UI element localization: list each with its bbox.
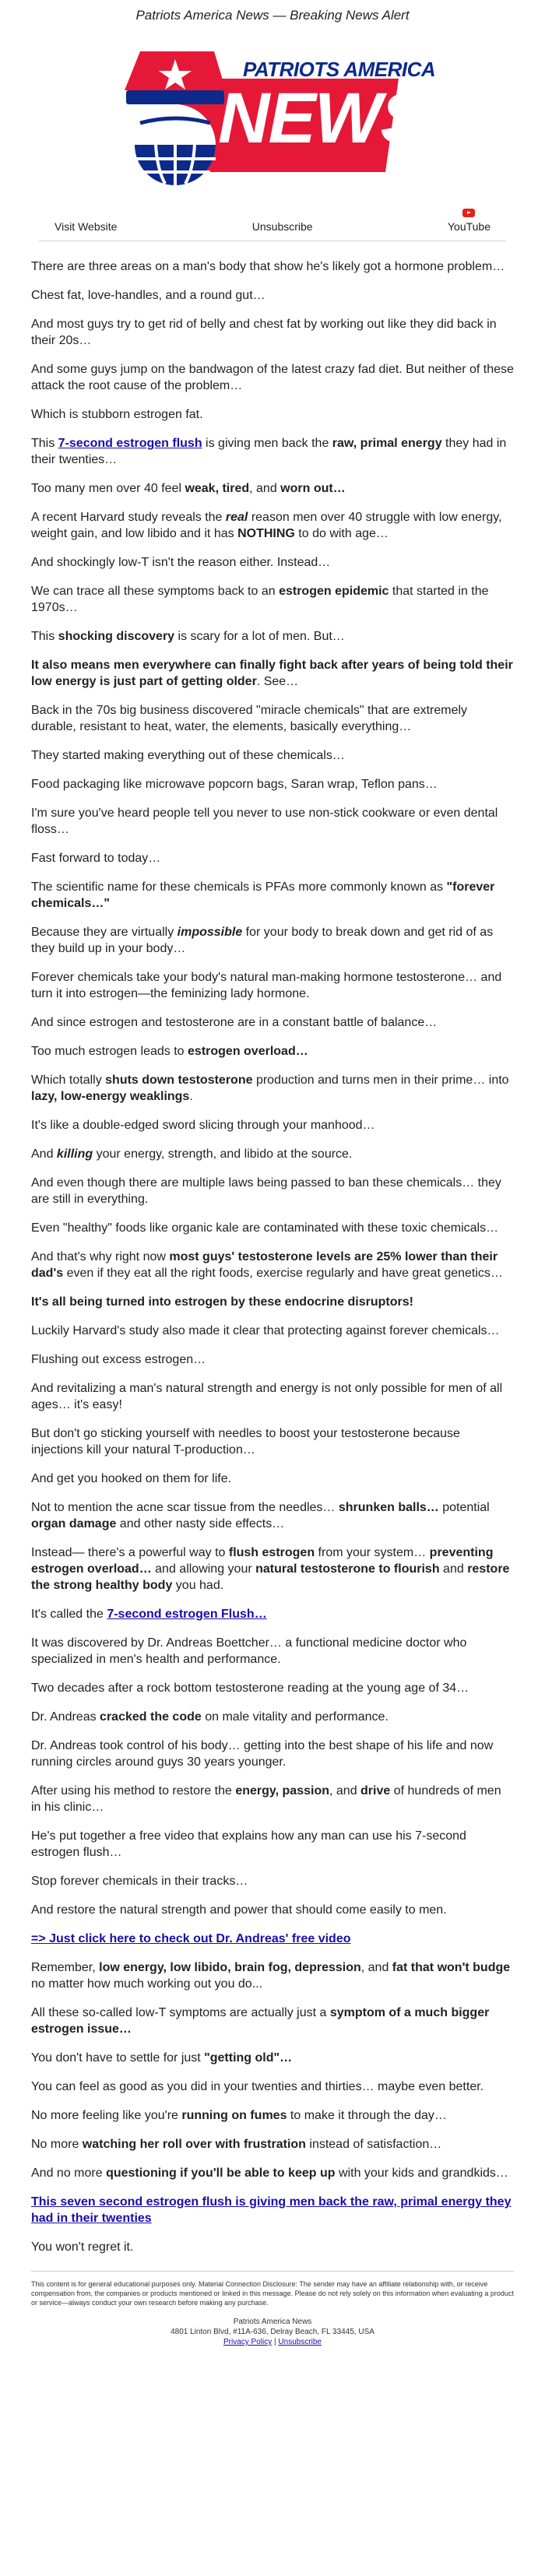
bold-text: most guys' testosterone levels are 25% lower than their dad's	[31, 1250, 498, 1280]
bold-text: symptom of a much bigger estrogen issue…	[31, 2006, 490, 2036]
estrogen-flush-link[interactable]: 7-second estrogen flush	[58, 437, 202, 450]
paragraph	[31, 1545, 514, 1594]
footer-address-block	[31, 2317, 514, 2347]
text: .	[189, 1090, 193, 1103]
paragraph	[31, 1294, 514, 1310]
privacy-policy-link[interactable]: Privacy Policy	[223, 2338, 272, 2346]
separator: |	[272, 2338, 279, 2346]
bold-text: energy, passion	[235, 1784, 329, 1798]
text: potential	[438, 1501, 490, 1514]
text: your energy, strength, and libido at the source.	[93, 1147, 353, 1161]
footer	[31, 2271, 514, 2347]
text: , and	[360, 1961, 392, 1974]
paragraph: Stop forever chemicals in their tracks…	[31, 1875, 248, 1888]
paragraph: And since estrogen and testosterone are in a constant battle of balance…	[31, 1016, 438, 1029]
text: And that's why right now	[31, 1250, 170, 1263]
paragraph	[31, 879, 514, 912]
paragraph: I'm sure you've heard people tell you never to use non-stick cookware or even dental floss…	[31, 807, 498, 836]
email-container	[23, 0, 522, 2347]
text: and	[439, 1562, 468, 1576]
paragraph: And some guys jump on the bandwagon of the latest crazy fad diet. But neither of these attack the root cause of the problem…	[31, 363, 514, 392]
bold-italic-text: killing	[56, 1147, 93, 1161]
unsubscribe-link[interactable]: Unsubscribe	[251, 220, 313, 233]
text: is giving men back the	[202, 437, 332, 450]
paragraph: Two decades after a rock bottom testosterone reading at the young age of 34…	[31, 1682, 469, 1695]
bold-text: cracked the code	[100, 1710, 202, 1724]
bold-text: shrunken balls…	[338, 1501, 439, 1514]
paragraph	[31, 435, 514, 468]
text: A recent Harvard study reveals the	[31, 511, 226, 524]
bold-text: shuts down testosterone	[105, 1074, 253, 1087]
text: instead of satisfaction…	[305, 2138, 442, 2151]
text: and other nasty side effects…	[116, 1517, 285, 1530]
bold-text: It's all being turned into estrogen by these endocrine disruptors!	[31, 1295, 413, 1309]
paragraph	[31, 1959, 514, 1992]
paragraph: And revitalizing a man's natural strength and energy is not only possible for men of all ages… it's easy!	[31, 1382, 503, 1411]
bold-italic-text: real	[225, 511, 248, 524]
paragraph: Luckily Harvard's study also made it clear that protecting against forever chemicals…	[31, 1324, 500, 1337]
paragraph: It's like a double-edged sword slicing through your manhood…	[31, 1119, 375, 1132]
paragraph: Back in the 70s big business discovered "miracle chemicals" that are extremely durable, resistant to heat, water, the elements, basically everything…	[31, 704, 468, 733]
alert-title: Patriots America News — Breaking News Alert	[135, 8, 410, 23]
text: reason men over 40 struggle with low energy, weight gain, and low libido and it has	[31, 511, 502, 540]
bold-text: watching her roll over with frustration	[82, 2138, 306, 2151]
paragraph	[31, 1499, 514, 1532]
paragraph: They started making everything out of these chemicals…	[31, 749, 345, 762]
bold-text: estrogen epidemic	[279, 585, 389, 598]
paragraph	[31, 1931, 514, 1947]
text: , and	[329, 1784, 361, 1798]
text: All these so-called low-T symptoms are actually just a	[31, 2006, 330, 2019]
paragraph	[31, 657, 514, 690]
text: to make it through the day…	[287, 2109, 447, 2122]
text: from your system…	[315, 1546, 430, 1559]
company-address: 4801 Linton Blvd, #11A-636, Delray Beach, FL 33445, USA	[171, 2328, 374, 2336]
bold-text: It also means men everywhere can finally fight back after years of being told their low energy is just part of getting older	[31, 659, 513, 688]
text: No more	[31, 2138, 83, 2151]
bold-text: natural testosterone to flourish	[255, 1562, 440, 1576]
text: And no more	[31, 2167, 107, 2180]
text: Which totally	[31, 1074, 106, 1087]
text: no matter how much working out you do...	[31, 1977, 263, 1991]
paragraph: Forever chemicals take your body's natural man-making hormone testosterone… and turn it into estrogen—the feminizing lady hormone.	[31, 971, 502, 1000]
paragraph	[31, 2050, 514, 2066]
paragraph: And shockingly low-T isn't the reason either. Instead…	[31, 556, 331, 569]
paragraph: And even though there are multiple laws being passed to ban these chemicals… they are still in everything.	[31, 1176, 501, 1206]
paragraph	[31, 509, 514, 542]
brand-name-top: PATRIOTS AMERICA	[243, 58, 436, 81]
bold-text: "getting old"…	[204, 2051, 293, 2065]
bold-text: weak, tired	[185, 482, 250, 495]
text: they had in their twenties…	[31, 437, 507, 466]
text: Because they are virtually	[31, 926, 178, 939]
brand-name-main: NEWS	[218, 79, 427, 158]
paragraph	[31, 480, 514, 497]
bold-text: lazy, low-energy weaklings	[31, 1090, 190, 1103]
text: This	[31, 630, 58, 643]
paragraph	[31, 1146, 514, 1162]
text: Instead— there's a powerful way to	[31, 1546, 229, 1559]
text: for your body to break down and get rid of as they build up in your body…	[31, 926, 494, 955]
paragraph: It was discovered by Dr. Andreas Boettcher… a functional medicine doctor who specialized in men's health and performance.	[31, 1636, 467, 1666]
paragraph	[31, 1606, 514, 1622]
bold-text: worn out…	[280, 482, 346, 495]
footer-links	[31, 2337, 514, 2347]
bold-text: "forever chemicals…"	[31, 880, 495, 910]
visit-website-link[interactable]: Visit Website	[54, 220, 118, 233]
text: is scary for a lot of men. But…	[174, 630, 345, 643]
paragraph: Dr. Andreas took control of his body… getting into the best shape of his life and now running circles around guys 30 years younger.	[31, 1739, 494, 1769]
text: you had.	[172, 1579, 224, 1592]
text: Too many men over 40 feel	[31, 482, 185, 495]
paragraph: You can feel as good as you did in your twenties and thirties… maybe even better.	[31, 2080, 484, 2093]
bold-text: preventing estrogen overload…	[31, 1546, 494, 1576]
bold-italic-text: impossible	[177, 926, 243, 939]
paragraph	[31, 2194, 514, 2226]
paragraph: Food packaging like microwave popcorn bags, Saran wrap, Teflon pans…	[31, 778, 438, 791]
paragraph	[31, 2136, 514, 2153]
text: After using his method to restore the	[31, 1784, 236, 1798]
text: to do with age…	[294, 527, 389, 540]
paragraph: He's put together a free video that explains how any man can use his 7-second estrogen flush…	[31, 1829, 466, 1859]
text: and allowing your	[151, 1562, 256, 1576]
text: , and	[249, 482, 281, 495]
paragraph	[31, 1249, 514, 1281]
header-nav	[39, 204, 506, 241]
text: even if they eat all the right foods, exercise regularly and have great genetics…	[63, 1267, 503, 1280]
text: This	[31, 437, 58, 450]
free-video-link[interactable]: => Just click here to check out Dr. Andreas' free video	[31, 1932, 351, 1945]
text: Too much estrogen leads to	[31, 1045, 188, 1058]
email-body	[31, 258, 514, 2255]
disclaimer-text: This content is for general educational purposes only. Material Connection Disclosure: The sender may have an affiliate relationship with, or receive compensation from, the companies or products mentioned or linked in this message. Please do not rely solely on this information when evaluating a product or service—always conduct your own research before making any purchase.	[31, 2280, 514, 2307]
company-name: Patriots America News	[233, 2318, 312, 2326]
youtube-label: YouTube	[447, 220, 490, 233]
text: . See…	[256, 675, 299, 688]
bold-text: NOTHING	[237, 527, 295, 540]
paragraph: You won't regret it.	[31, 2240, 134, 2254]
paragraph: Flushing out excess estrogen…	[31, 1353, 206, 1366]
bold-text: fat that won't budge	[392, 1961, 511, 1974]
text: production and turns men in their prime… into	[252, 1074, 509, 1087]
bold-text: restore the strong healthy body	[31, 1562, 510, 1592]
bold-text: questioning if you'll be able to keep up	[106, 2167, 336, 2180]
text: on male vitality and performance.	[201, 1710, 389, 1724]
text: No more feeling like you're	[31, 2109, 182, 2122]
brand-logo[interactable]	[109, 36, 436, 199]
paragraph	[31, 1072, 514, 1105]
paragraph: And restore the natural strength and power that should come easily to men.	[31, 1903, 447, 1917]
text: Remember,	[31, 1961, 100, 1974]
paragraph	[31, 2005, 514, 2037]
bold-text: flush estrogen	[228, 1546, 315, 1559]
estrogen-flush-cta-link[interactable]: This seven second estrogen flush is giving men back the raw, primal energy they had in their twenties	[31, 2195, 512, 2225]
paragraph	[31, 628, 514, 645]
text: that started in the 1970s…	[31, 585, 489, 614]
youtube-link[interactable]	[448, 209, 490, 241]
paragraph: Even "healthy" foods like organic kale are contaminated with these toxic chemicals…	[31, 1221, 499, 1235]
paragraph	[31, 1783, 514, 1815]
bold-text: drive	[360, 1784, 391, 1798]
text: We can trace all these symptoms back to an	[31, 585, 280, 598]
paragraph: Fast forward to today…	[31, 852, 161, 865]
footer-unsubscribe-link[interactable]: Unsubscribe	[278, 2338, 322, 2346]
text: You don't have to settle for just	[31, 2051, 205, 2065]
paragraph: Which is stubborn estrogen fat.	[31, 408, 203, 421]
bold-text: running on fumes	[181, 2109, 287, 2122]
bold-text: organ damage	[31, 1517, 117, 1530]
paragraph	[31, 924, 514, 957]
bold-text: low energy, low libido, brain fog, depression	[99, 1961, 361, 1974]
estrogen-flush-link[interactable]: 7-second estrogen Flush…	[107, 1608, 267, 1621]
bold-text: raw, primal energy	[332, 437, 442, 450]
paragraph	[31, 583, 514, 616]
text: Dr. Andreas	[31, 1710, 100, 1724]
text: with your kids and grandkids…	[335, 2167, 508, 2180]
paragraph: But don't go sticking yourself with needles to boost your testosterone because injections kill your natural T-production…	[31, 1427, 460, 1457]
bold-text: estrogen overload…	[188, 1045, 308, 1058]
paragraph: There are three areas on a man's body that show he's likely got a hormone problem…	[31, 260, 505, 273]
paragraph	[31, 1709, 514, 1725]
paragraph: And get you hooked on them for life.	[31, 1472, 232, 1485]
text: Not to mention the acne scar tissue from the needles…	[31, 1501, 339, 1514]
text: It's called the	[31, 1608, 107, 1621]
text: The scientific name for these chemicals is PFAs more commonly known as	[31, 880, 447, 894]
youtube-icon	[462, 209, 475, 217]
paragraph	[31, 2107, 514, 2124]
paragraph: And most guys try to get rid of belly and chest fat by working out like they did back in their 20s…	[31, 318, 497, 347]
paragraph	[31, 1043, 514, 1060]
bold-text: shocking discovery	[58, 630, 175, 643]
text: of hundreds of men in his clinic…	[31, 1784, 501, 1814]
paragraph	[31, 2165, 514, 2181]
text: And	[31, 1147, 57, 1161]
paragraph: Chest fat, love-handles, and a round gut…	[31, 289, 265, 302]
